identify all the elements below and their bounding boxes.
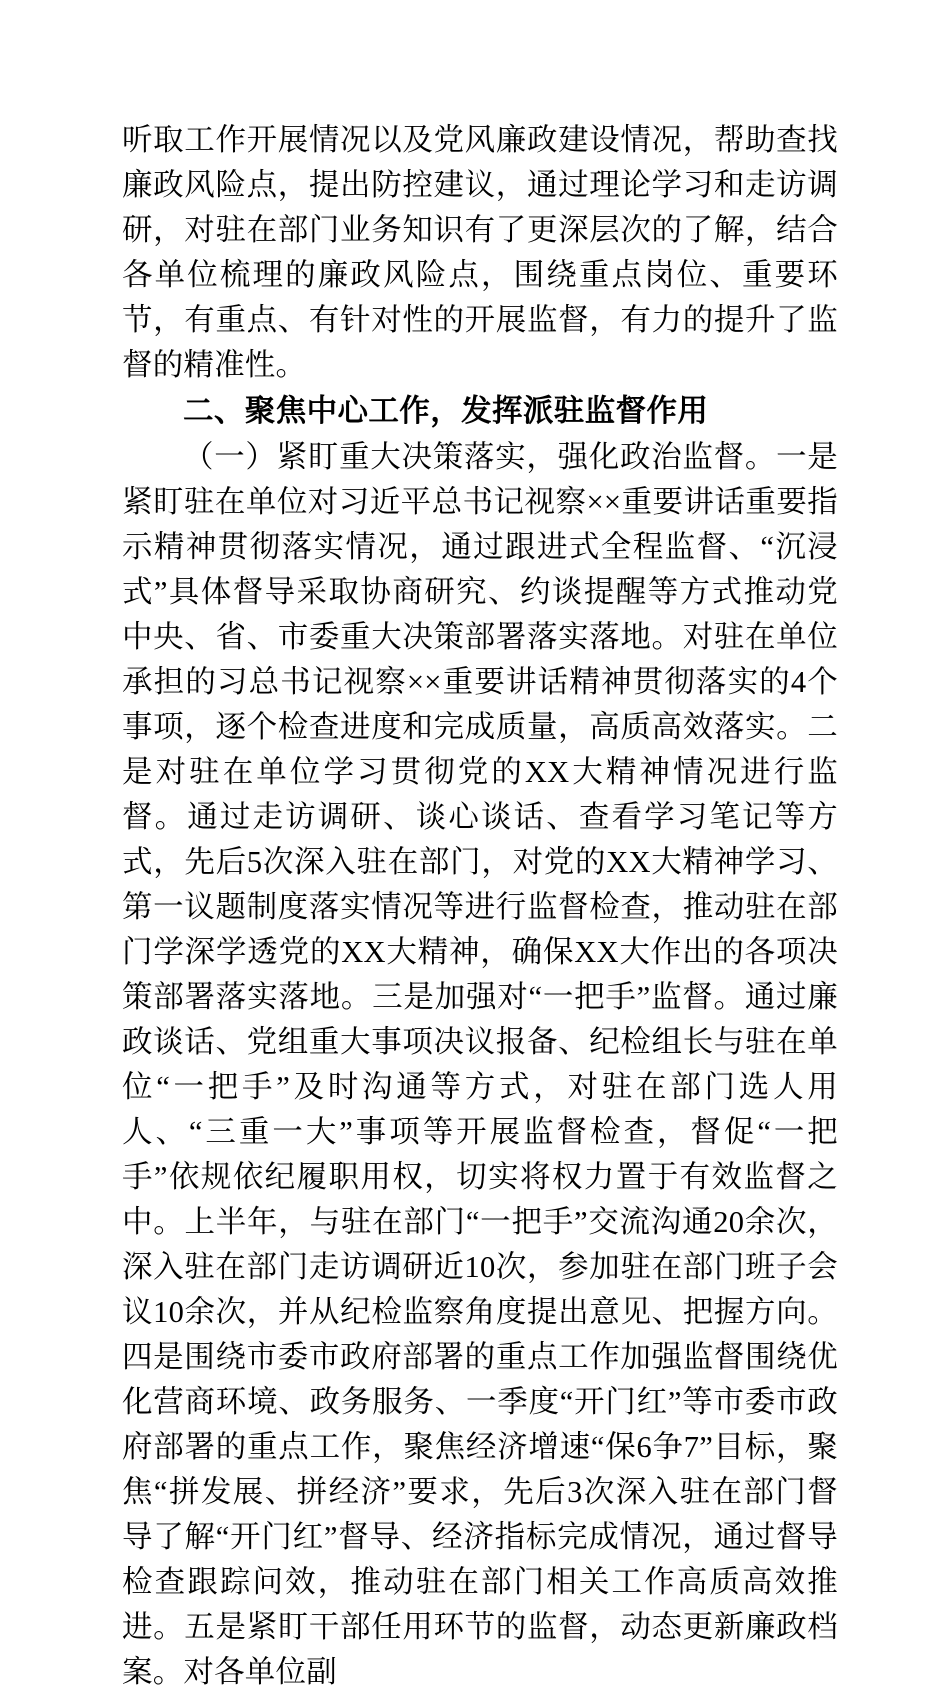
paragraph-continued: 听取工作开展情况以及党风廉政建设情况，帮助查找廉政风险点，提出防控建议，通过理论学习和走访调研，对驻在部门业务知识有了更深层次的了解，结合各单位梳理的廉政风险点，围绕重点岗位、重要环节，有重点、有针对性的开展监督，有力的提升了监督的精准性。 [122, 123, 838, 382]
paragraph-section-two-one: （一）紧盯重大决策落实，强化政治监督。一是紧盯驻在单位对习近平总书记视察××重要讲话重要指示精神贯彻落实情况，通过跟进式全程监督、“沉浸式”具体督导采取协商研究、约谈提醒等方式推动党中央、省、市委重大决策部署落实落地。对驻在单位承担的习总书记视察××重要讲话精神贯彻落实的4个事项，逐个检查进度和完成质量，高质高效落实。二是对驻在单位学习贯彻党的XX大精神情况进行监督。通过走访调研、谈心谈话、查看学习笔记等方式，先后5次深入驻在部门，对党的XX大精神学习、第一议题制度落实情况等进行监督检查，推动驻在部门学深学透党的XX大精神，确保XX大作出的各项决策部署落实落地。三是加强对“一把手”监督。通过廉政谈话、党组重大事项决议报备、纪检组长与驻在单位“一把手”及时沟通等方式，对驻在部门选人用人、“三重一大”事项等开展监督检查，督促“一把手”依规依纪履职用权，切实将权力置于有效监督之中。上半年，与驻在部门“一把手”交流沟通20余次，深入驻在部门走访调研近10次，参加驻在部门班子会议10余次，并从纪检监察角度提出意见、把握方向。四是围绕市委市政府部署的重点工作加强监督围绕优化营商环境、政务服务、一季度“开门红”等市委市政府部署的重点工作，聚焦经济增速“保6争7”目标，聚焦“拼发展、拼经济”要求，先后3次深入驻在部门督导了解“开门红”督导、经济指标完成情况，通过督导检查跟踪问效，推动驻在部门相关工作高质高效推进。五是紧盯干部任用环节的监督，动态更新廉政档案。对各单位副 [122, 440, 838, 1689]
section-heading-two: 二、聚焦中心工作，发挥派驻监督作用 [183, 394, 709, 428]
document-body [122, 118, 838, 1695]
